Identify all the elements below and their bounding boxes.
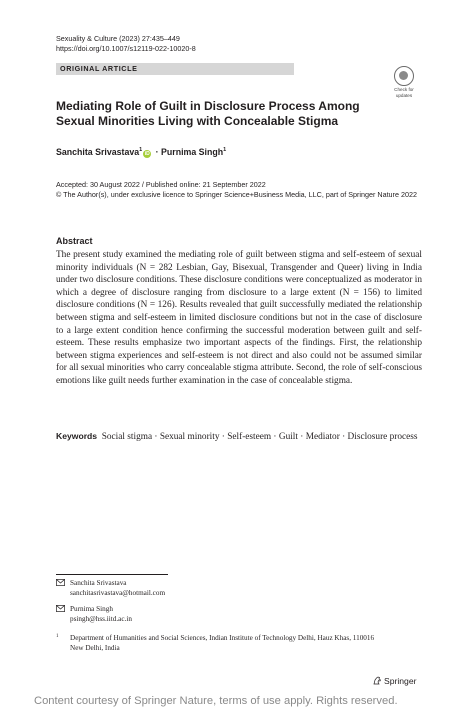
publisher-logo [373, 676, 416, 686]
keywords [56, 430, 422, 444]
author-separator: · [153, 147, 162, 157]
journal-citation: Sexuality & Culture (2023) 27:435–449 [56, 34, 180, 43]
envelope-icon [56, 579, 65, 588]
check-for-updates-label-2: updates [395, 93, 413, 98]
article-title: Mediating Role of Guilt in Disclosure Process Among Sexual Minorities Living with Concealable Stigma [56, 99, 360, 128]
keywords-label: Keywords [56, 431, 98, 441]
contact-name: Sanchita Srivastava [70, 579, 127, 587]
springer-horse-icon [373, 676, 382, 685]
author-name[interactable]: Purnima Singh [161, 147, 224, 157]
copyright-line: © The Author(s), under exclusive licence to Springer Science+Business Media, LLC, part of Springer Nature 2022 [56, 190, 417, 199]
abstract-heading: Abstract [56, 236, 93, 246]
author-affil-sup: 1 [223, 147, 227, 154]
orcid-icon[interactable]: iD [144, 151, 150, 157]
courtesy-watermark: Content courtesy of Springer Nature, terms of use apply. Rights reserved. [34, 695, 398, 707]
journal-doi[interactable]: https://doi.org/10.1007/s12119-022-10020-8 [56, 44, 196, 53]
check-for-updates-label-1: Check for [394, 87, 414, 92]
article-type-label: ORIGINAL ARTICLE [60, 64, 138, 73]
journal-header [56, 34, 196, 54]
publication-dates [56, 180, 426, 200]
check-for-updates-icon [394, 66, 414, 86]
abstract-text: The present study examined the mediating role of guilt between stigma and self-esteem of sexual minority individuals (N = 282 Lesbian, Gay, Bisexual, Transgender and Queer) living in India under two disclosure conditions. These disclosure conditions were conceptualized as moderator in which a degree of disclosure ranging from disclosure to a large extent (N = 156) to limited disclosure conditions (N = 126). Results revealed that guilt successfully mediated the relationship between stigma and self-esteem in limited disclosure conditions but not in the case of disclosure to a large extent condition hence confirming the successful moderation between guilt and self-esteem. These results emphasize two important aspects of the findings. First, the relationship between stigma experiences and self-esteem is not direct and also could not be assumed similar for all sexual minorities who carry concealable stigma attribute. Second, the role of self-conscious emotions like guilt needs further examination in the case of concealable stigma. [56, 250, 422, 386]
author-affil-sup: 1 [139, 147, 143, 154]
contact-name: Purnima Singh [70, 605, 113, 613]
footnote-divider [56, 574, 168, 575]
envelope-icon [56, 605, 65, 614]
author-list [56, 147, 226, 158]
contact-email[interactable]: psingh@hss.iitd.ac.in [70, 615, 132, 623]
contact-email[interactable]: sanchitasrivastava@hotmail.com [70, 589, 166, 597]
affiliation-number: 1 [56, 634, 59, 639]
check-for-updates-badge[interactable] [391, 66, 417, 98]
keywords-text: Social stigma · Sexual minority · Self-esteem · Guilt · Mediator · Disclosure process [101, 432, 418, 442]
article-type-banner [56, 63, 294, 75]
dates-line: Accepted: 30 August 2022 / Published online: 21 September 2022 [56, 180, 266, 189]
publisher-name: Springer [384, 676, 417, 686]
author-name[interactable]: Sanchita Srivastava [56, 147, 140, 157]
affiliation-text: Department of Humanities and Social Sciences, Indian Institute of Technology Delhi, Hauz Khas, 110016 New Delhi, India [70, 634, 375, 652]
